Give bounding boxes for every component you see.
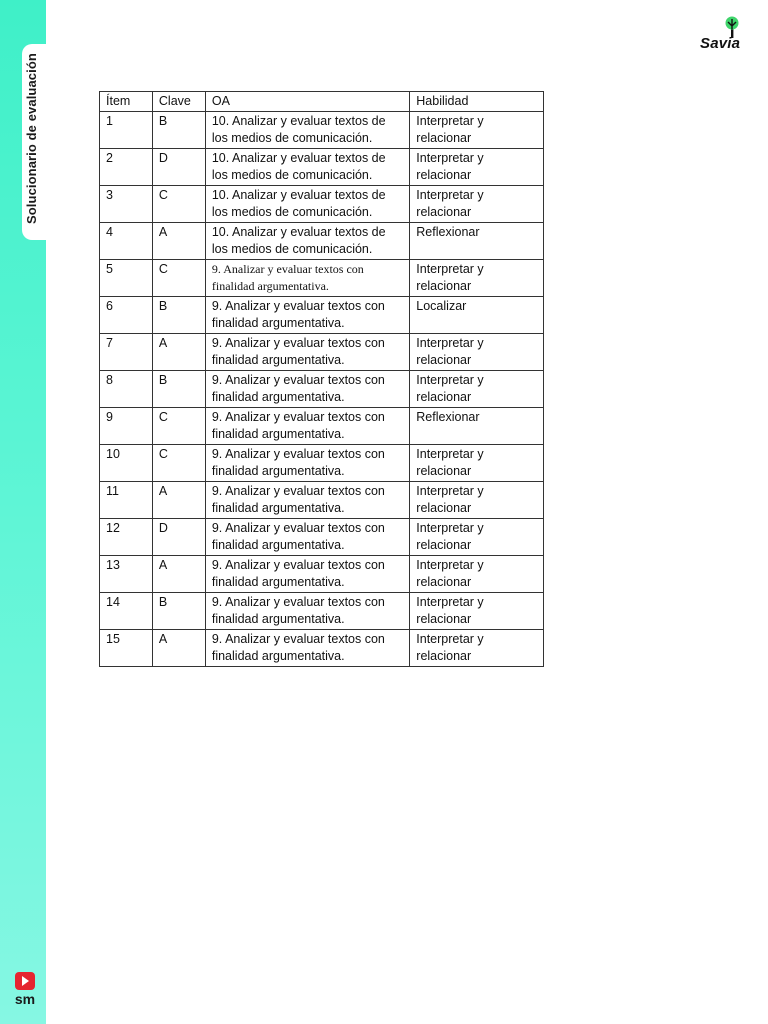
table-row: [100, 223, 544, 260]
cell-clave: B: [152, 297, 205, 334]
savia-logo-text: Savia: [700, 35, 741, 52]
cell-clave: B: [152, 371, 205, 408]
table-header-row: [100, 92, 544, 112]
cell-habilidad: Interpretar y relacionar: [410, 519, 544, 556]
cell-oa: 9. Analizar y evaluar textos con finalidad argumentativa.: [205, 482, 409, 519]
cell-oa: 9. Analizar y evaluar textos con finalidad argumentativa.: [205, 371, 409, 408]
cell-habilidad: Localizar: [410, 297, 544, 334]
cell-item: 14: [100, 593, 153, 630]
cell-item: 12: [100, 519, 153, 556]
cell-habilidad: Interpretar y relacionar: [410, 445, 544, 482]
cell-oa: 10. Analizar y evaluar textos de los medios de comunicación.: [205, 186, 409, 223]
table-row: [100, 149, 544, 186]
table-row: [100, 482, 544, 519]
cell-clave: C: [152, 445, 205, 482]
cell-item: 11: [100, 482, 153, 519]
cell-habilidad: Interpretar y relacionar: [410, 371, 544, 408]
cell-clave: C: [152, 408, 205, 445]
answer-key-table: [99, 91, 544, 667]
cell-clave: D: [152, 149, 205, 186]
header-oa: OA: [205, 92, 409, 112]
cell-oa: 9. Analizar y evaluar textos con finalidad argumentativa.: [205, 593, 409, 630]
cell-item: 9: [100, 408, 153, 445]
cell-habilidad: Reflexionar: [410, 408, 544, 445]
table-row: [100, 334, 544, 371]
cell-oa: 9. Analizar y evaluar textos con finalidad argumentativa.: [205, 260, 409, 297]
table-row: [100, 112, 544, 149]
cell-clave: C: [152, 186, 205, 223]
cell-oa: 10. Analizar y evaluar textos de los medios de comunicación.: [205, 223, 409, 260]
cell-habilidad: Interpretar y relacionar: [410, 482, 544, 519]
cell-item: 7: [100, 334, 153, 371]
cell-item: 8: [100, 371, 153, 408]
cell-oa: 10. Analizar y evaluar textos de los medios de comunicación.: [205, 149, 409, 186]
table-row: [100, 519, 544, 556]
cell-item: 15: [100, 630, 153, 667]
cell-oa: 9. Analizar y evaluar textos con finalidad argumentativa.: [205, 297, 409, 334]
cell-item: 10: [100, 445, 153, 482]
cell-habilidad: Interpretar y relacionar: [410, 186, 544, 223]
savia-logo: [698, 16, 750, 52]
cell-clave: D: [152, 519, 205, 556]
table-row: [100, 593, 544, 630]
cell-habilidad: Interpretar y relacionar: [410, 593, 544, 630]
cell-item: 3: [100, 186, 153, 223]
cell-habilidad: Interpretar y relacionar: [410, 556, 544, 593]
table-row: [100, 186, 544, 223]
header-clave: Clave: [152, 92, 205, 112]
cell-clave: A: [152, 223, 205, 260]
table-row: [100, 408, 544, 445]
cell-item: 6: [100, 297, 153, 334]
cell-clave: C: [152, 260, 205, 297]
play-icon: [15, 972, 35, 990]
cell-item: 13: [100, 556, 153, 593]
header-habilidad: Habilidad: [410, 92, 544, 112]
cell-item: 2: [100, 149, 153, 186]
cell-clave: A: [152, 482, 205, 519]
table-row: [100, 297, 544, 334]
cell-oa: 9. Analizar y evaluar textos con finalidad argumentativa.: [205, 519, 409, 556]
cell-habilidad: Interpretar y relacionar: [410, 334, 544, 371]
sm-logo-text: sm: [14, 991, 36, 1007]
cell-oa: 9. Analizar y evaluar textos con finalidad argumentativa.: [205, 445, 409, 482]
cell-clave: A: [152, 556, 205, 593]
header-item: Ítem: [100, 92, 153, 112]
cell-habilidad: Interpretar y relacionar: [410, 149, 544, 186]
cell-habilidad: Interpretar y relacionar: [410, 630, 544, 667]
cell-oa: 9. Analizar y evaluar textos con finalidad argumentativa.: [205, 408, 409, 445]
sm-logo: [12, 972, 38, 1008]
cell-oa: 9. Analizar y evaluar textos con finalidad argumentativa.: [205, 556, 409, 593]
cell-oa: 9. Analizar y evaluar textos con finalidad argumentativa.: [205, 334, 409, 371]
table-row: [100, 445, 544, 482]
section-label: Solucionario de evaluación: [24, 53, 39, 224]
cell-habilidad: Interpretar y relacionar: [410, 260, 544, 297]
table-row: [100, 260, 544, 297]
cell-habilidad: Interpretar y relacionar: [410, 112, 544, 149]
cell-item: 5: [100, 260, 153, 297]
cell-clave: A: [152, 630, 205, 667]
cell-oa: 10. Analizar y evaluar textos de los medios de comunicación.: [205, 112, 409, 149]
cell-item: 4: [100, 223, 153, 260]
cell-habilidad: Reflexionar: [410, 223, 544, 260]
cell-clave: B: [152, 593, 205, 630]
table-row: [100, 556, 544, 593]
cell-oa: 9. Analizar y evaluar textos con finalidad argumentativa.: [205, 630, 409, 667]
cell-clave: B: [152, 112, 205, 149]
table-row: [100, 630, 544, 667]
table-row: [100, 371, 544, 408]
cell-item: 1: [100, 112, 153, 149]
cell-clave: A: [152, 334, 205, 371]
